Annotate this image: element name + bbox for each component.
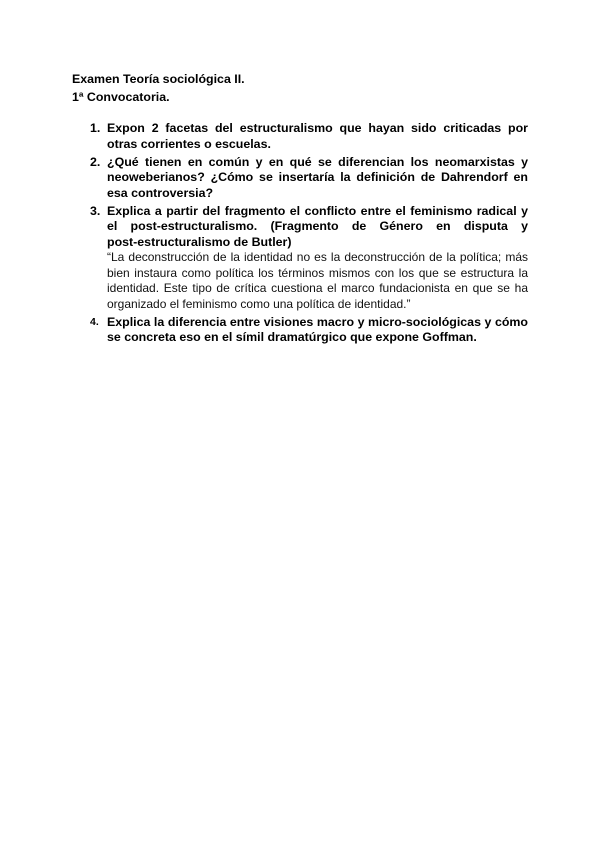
question-number: 3. [90,203,101,218]
exam-title: Examen Teoría sociológica II. [72,72,245,86]
question-1 [71,121,528,152]
question-3 [71,204,528,313]
question-2 [71,155,528,202]
question-list [71,121,528,348]
exam-header [72,70,532,106]
question-text: Expon 2 facetas del estructuralismo que hayan sido criticadas por otras corrientes o escuelas. [107,121,528,151]
exam-call: 1ª Convocatoria. [72,90,170,104]
question-text: Explica a partir del fragmento el conflicto entre el feminismo radical y el post-estructuralismo. (Fragmento de Género en disputa y [107,203,528,233]
butler-quote: “La deconstrucción de la identidad no es la deconstrucción de la política; más bien instaura como política los términos mismos con los que se estructura la identidad. Este tipo de crítica cuestiona el marco fundacionista en que se ha organizado el feminismo como una política de identidad.” [107,250,528,311]
question-number: 4. [90,315,99,328]
question-text: Explica la diferencia entre visiones macro y micro-sociológicas y cómo se concreta eso en el símil dramatúrgico que expone Goffman. [107,314,528,344]
question-number: 1. [90,121,101,135]
question-number: 2. [90,154,101,169]
question-text-continuation: post-estructuralismo de Butler) [107,234,292,249]
question-4 [71,315,528,346]
question-text: ¿Qué tienen en común y en qué se diferencian los neomarxistas y neoweberianos? ¿Cómo se insertaría la definición de Dahrendorf en esa controversia? [107,154,528,200]
